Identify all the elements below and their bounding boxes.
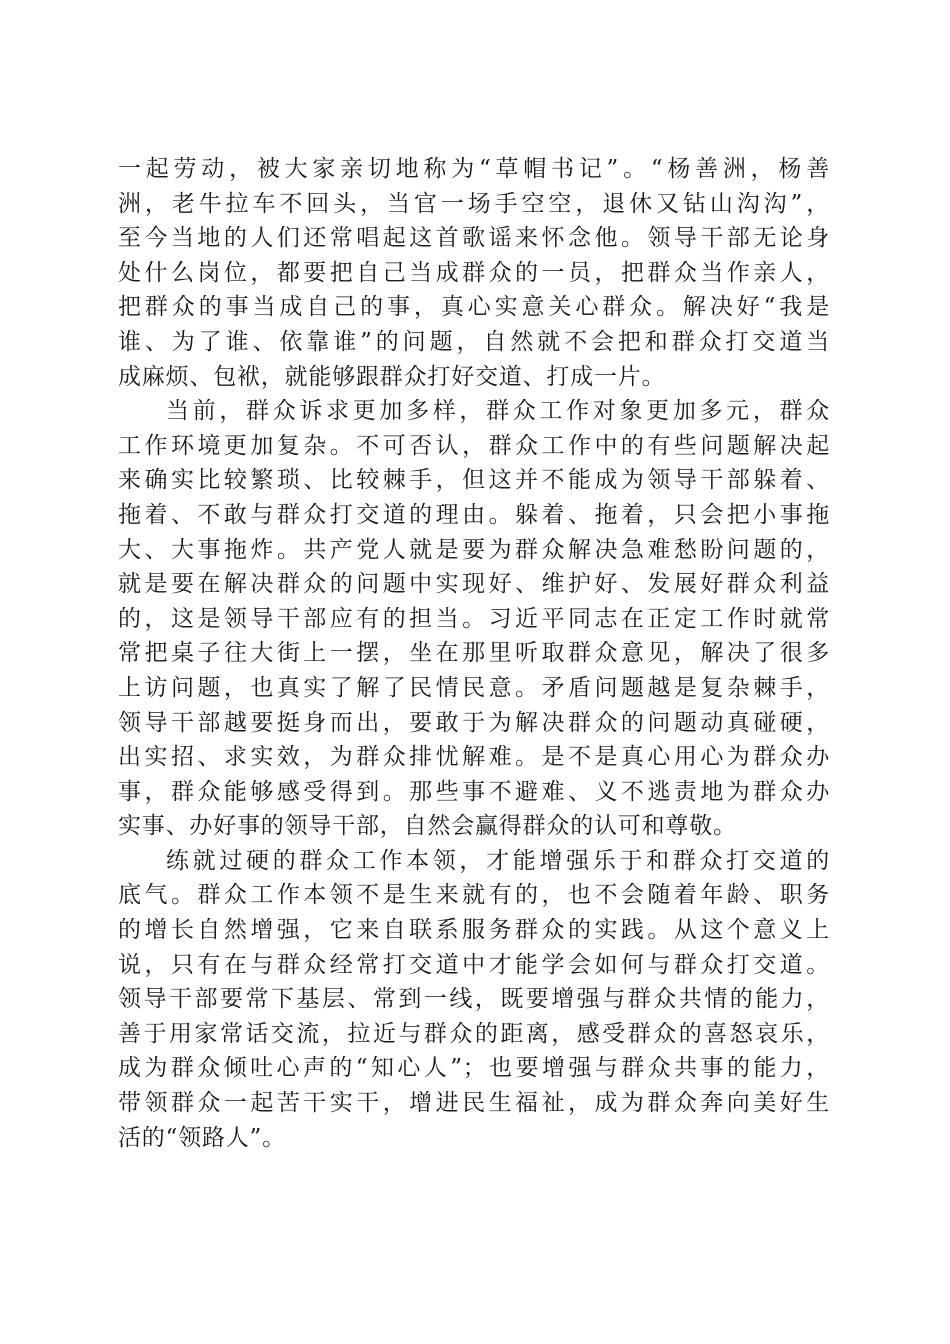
text-line: 成为群众倾吐心声的“知心人”；也要增强与群众共事的能力，: [118, 1055, 830, 1082]
text-line: 的，这是领导干部应有的担当。习近平同志在正定工作时就常: [118, 605, 830, 632]
text-line: 洲，老牛拉车不回头，当官一场手空空，退休又钻山沟沟”，: [118, 190, 830, 217]
text-line: 拖着、不敢与群众打交道的理由。躲着、拖着，只会把小事拖: [118, 501, 830, 528]
text-line: 当前，群众诉求更加多样，群众工作对象更加多元，群众: [166, 398, 830, 425]
text-line: 出实招、求实效，为群众排忧解难。是不是真心用心为群众办: [118, 744, 830, 771]
text-line: 一起劳动，被大家亲切地称为“草帽书记”。“杨善洲，杨善: [118, 156, 830, 182]
text-line: 的增长自然增强，它来自联系服务群众的实践。从这个意义上: [118, 917, 830, 944]
text-line: 活的“领路人”。: [118, 1124, 286, 1151]
paragraph: [118, 844, 830, 1155]
text-line: 成麻烦、包袱，就能够跟群众打好交道、打成一片。: [118, 363, 666, 390]
paragraph: [118, 152, 830, 394]
text-line: 工作环境更加复杂。不可否认，群众工作中的有些问题解决起: [118, 432, 830, 459]
text-line: 处什么岗位，都要把自己当成群众的一员，把群众当作亲人，: [118, 259, 830, 286]
text-line: 领导干部要常下基层、常到一线，既要增强与群众共情的能力，: [118, 986, 830, 1013]
text-line: 事，群众能够感受得到。那些事不避难、义不逃责地为群众办: [118, 778, 830, 805]
text-line: 大、大事拖炸。共产党人就是要为群众解决急难愁盼问题的，: [118, 536, 830, 563]
text-line: 至今当地的人们还常唱起这首歌谣来怀念他。领导干部无论身: [118, 225, 830, 252]
text-line: 就是要在解决群众的问题中实现好、维护好、发展好群众利益: [118, 571, 830, 598]
text-line: 常把桌子往大街上一摆，坐在那里听取群众意见，解决了很多: [118, 640, 830, 667]
text-line: 说，只有在与群众经常打交道中才能学会如何与群众打交道。: [118, 951, 830, 978]
text-line: 上访问题，也真实了解了民情民意。矛盾问题越是复杂棘手，: [118, 674, 830, 701]
paragraph: [118, 394, 830, 844]
document-body: [118, 152, 830, 1155]
text-line: 带领群众一起苦干实干，增进民生福祉，成为群众奔向美好生: [118, 1090, 830, 1117]
text-line: 把群众的事当成自己的事，真心实意关心群众。解决好“我是: [118, 294, 830, 321]
text-line: 底气。群众工作本领不是生来就有的，也不会随着年龄、职务: [118, 882, 830, 909]
text-line: 练就过硬的群众工作本领，才能增强乐于和群众打交道的: [166, 847, 830, 874]
text-line: 领导干部越要挺身而出，要敢于为解决群众的问题动真碰硬，: [118, 709, 830, 736]
text-line: 谁、为了谁、依靠谁”的问题，自然就不会把和群众打交道当: [118, 328, 830, 355]
text-line: 善于用家常话交流，拉近与群众的距离，感受群众的喜怒哀乐，: [118, 1020, 830, 1047]
text-line: 实事、办好事的领导干部，自然会赢得群众的认可和尊敬。: [118, 813, 737, 840]
text-line: 来确实比较繁琐、比较棘手，但这并不能成为领导干部躲着、: [118, 467, 830, 494]
